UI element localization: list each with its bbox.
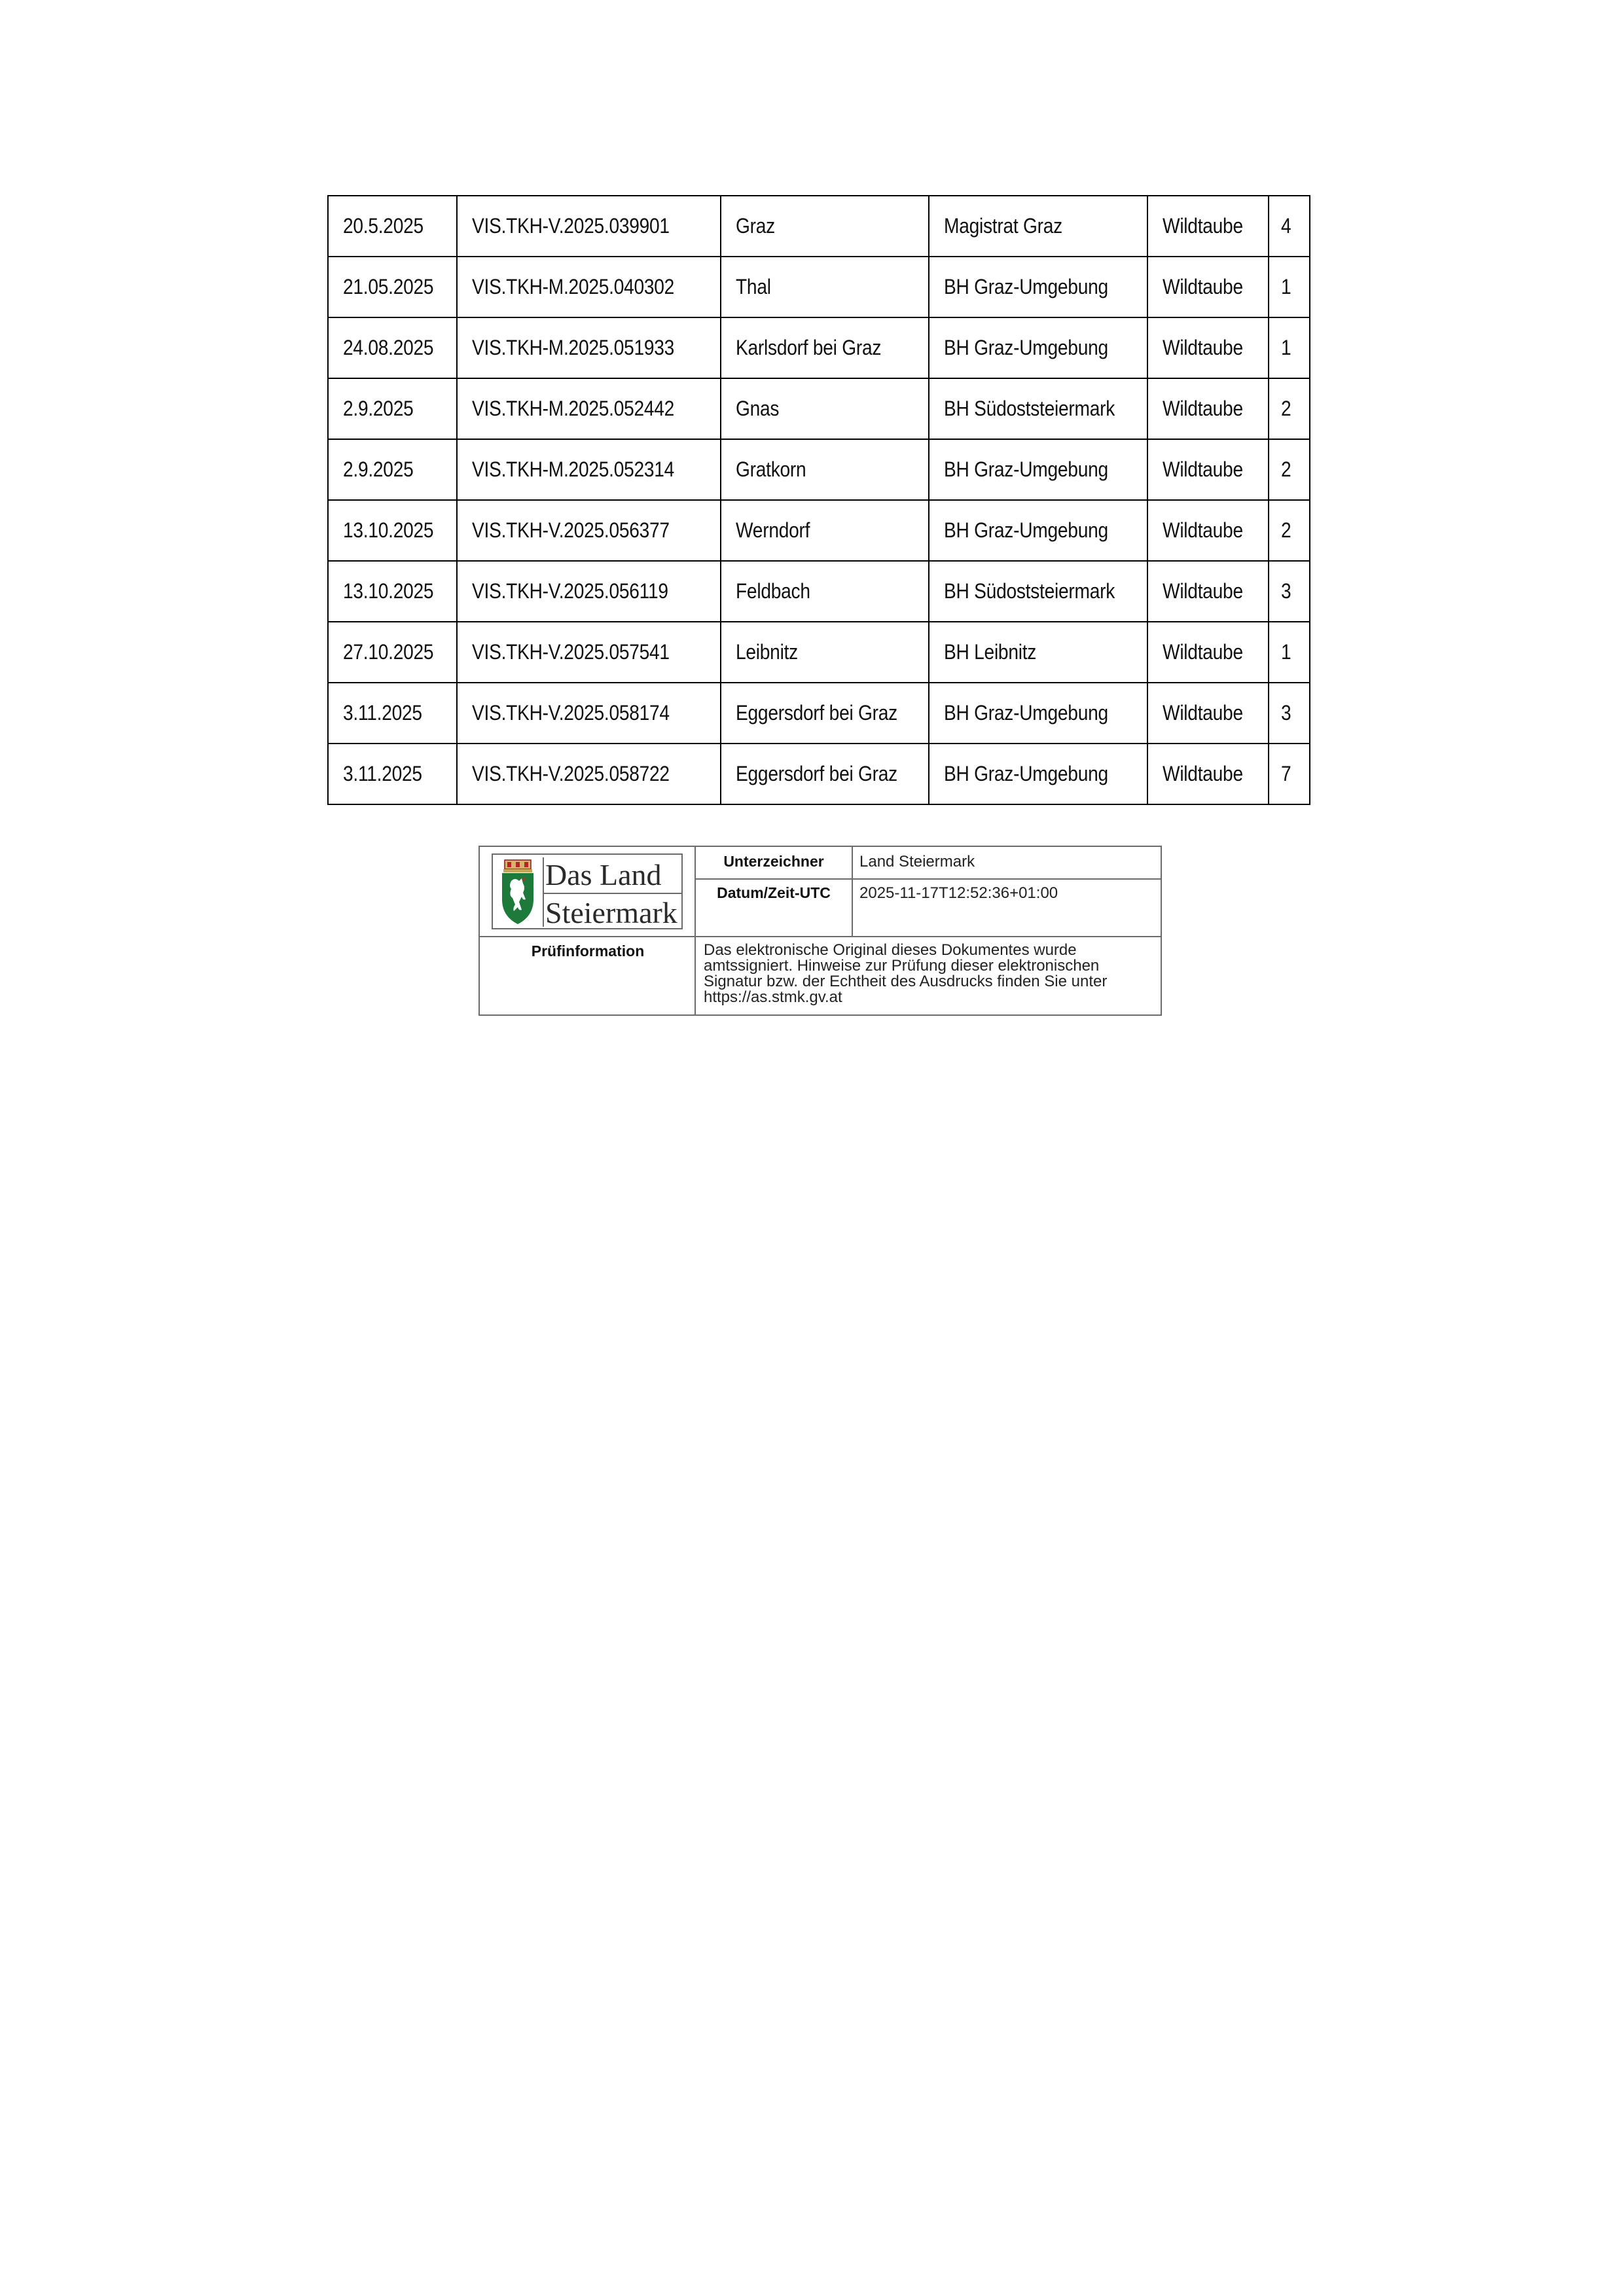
count-cell xyxy=(1269,257,1310,317)
location-cell xyxy=(721,561,929,622)
date-cell xyxy=(328,500,457,561)
table-row xyxy=(328,500,1310,561)
date-cell xyxy=(328,196,457,257)
reference-cell xyxy=(457,561,721,622)
authority-cell xyxy=(929,439,1147,500)
date-cell-text: 21.05.2025 xyxy=(343,275,434,298)
location-cell xyxy=(721,317,929,378)
count-cell-text: 3 xyxy=(1281,579,1291,603)
reference-cell xyxy=(457,257,721,317)
reference-cell xyxy=(457,622,721,683)
reference-cell xyxy=(457,439,721,500)
location-cell-text: Gnas xyxy=(736,397,780,420)
authority-cell xyxy=(929,196,1147,257)
location-cell xyxy=(721,196,929,257)
count-cell xyxy=(1269,500,1310,561)
reference-cell-text: VIS.TKH-V.2025.058722 xyxy=(472,762,670,785)
verification-line: Das elektronische Original dieses Dokumentes wurde xyxy=(704,941,1077,959)
location-cell-text: Eggersdorf bei Graz xyxy=(736,701,897,725)
count-cell-text: 1 xyxy=(1281,275,1291,298)
reference-cell xyxy=(457,317,721,378)
count-cell xyxy=(1269,378,1310,439)
authority-cell xyxy=(929,257,1147,317)
authority-cell xyxy=(929,378,1147,439)
date-cell-text: 2.9.2025 xyxy=(343,397,414,420)
table-row xyxy=(328,257,1310,317)
species-cell xyxy=(1147,622,1269,683)
logo-divider-vertical xyxy=(543,857,544,927)
reference-cell-text: VIS.TKH-V.2025.058174 xyxy=(472,701,670,725)
date-cell xyxy=(328,622,457,683)
location-cell-text: Feldbach xyxy=(736,579,810,603)
grid-line xyxy=(852,847,853,937)
verification-label: Prüfinformation xyxy=(531,942,645,960)
reference-cell-text: VIS.TKH-M.2025.052442 xyxy=(472,397,675,420)
date-cell-text: 27.10.2025 xyxy=(343,640,434,664)
signer-label: Unterzeichner xyxy=(723,853,824,870)
species-cell-text: Wildtaube xyxy=(1163,275,1243,298)
table-row xyxy=(328,683,1310,744)
date-cell-text: 3.11.2025 xyxy=(343,701,422,725)
species-cell xyxy=(1147,561,1269,622)
reference-cell xyxy=(457,378,721,439)
authority-cell-text: BH Graz-Umgebung xyxy=(944,275,1108,298)
logo-text-steiermark: Steiermark xyxy=(545,896,677,929)
location-cell xyxy=(721,257,929,317)
count-cell xyxy=(1269,196,1310,257)
count-cell-text: 2 xyxy=(1281,518,1291,542)
species-cell-text: Wildtaube xyxy=(1163,214,1243,238)
reference-cell-text: VIS.TKH-V.2025.039901 xyxy=(472,214,670,238)
reference-cell-text: VIS.TKH-V.2025.056377 xyxy=(472,518,670,542)
count-cell-text: 1 xyxy=(1281,336,1291,359)
reference-cell xyxy=(457,196,721,257)
authority-cell-text: BH Graz-Umgebung xyxy=(944,762,1108,785)
date-cell-text: 24.08.2025 xyxy=(343,336,434,359)
count-cell xyxy=(1269,561,1310,622)
species-cell-text: Wildtaube xyxy=(1163,701,1243,725)
signature-block xyxy=(478,846,1162,1016)
logo-text-das-land: Das Land xyxy=(545,858,662,891)
table-row xyxy=(328,622,1310,683)
reference-cell xyxy=(457,683,721,744)
location-cell-text: Eggersdorf bei Graz xyxy=(736,762,897,785)
location-cell xyxy=(721,744,929,804)
reference-cell-text: VIS.TKH-M.2025.040302 xyxy=(472,275,675,298)
date-cell-text: 13.10.2025 xyxy=(343,579,434,603)
authority-cell xyxy=(929,500,1147,561)
cases-table xyxy=(327,195,1310,805)
authority-cell-text: BH Südoststeiermark xyxy=(944,397,1115,420)
species-cell-text: Wildtaube xyxy=(1163,640,1243,664)
location-cell xyxy=(721,439,929,500)
species-cell xyxy=(1147,257,1269,317)
table-row xyxy=(328,439,1310,500)
location-cell-text: Gratkorn xyxy=(736,457,806,481)
authority-cell-text: BH Graz-Umgebung xyxy=(944,518,1108,542)
count-cell xyxy=(1269,622,1310,683)
reference-cell-text: VIS.TKH-M.2025.052314 xyxy=(472,457,675,481)
count-cell-text: 3 xyxy=(1281,701,1291,725)
authority-cell-text: BH Graz-Umgebung xyxy=(944,336,1108,359)
count-cell-text: 2 xyxy=(1281,397,1291,420)
logo-cell xyxy=(480,847,696,937)
species-cell-text: Wildtaube xyxy=(1163,762,1243,785)
count-cell xyxy=(1269,439,1310,500)
date-cell-text: 2.9.2025 xyxy=(343,457,414,481)
location-cell-text: Thal xyxy=(736,275,771,298)
authority-cell-text: BH Graz-Umgebung xyxy=(944,457,1108,481)
count-cell xyxy=(1269,317,1310,378)
datetime-value: 2025-11-17T12:52:36+01:00 xyxy=(859,884,1058,902)
species-cell xyxy=(1147,500,1269,561)
table-row xyxy=(328,744,1310,804)
species-cell xyxy=(1147,378,1269,439)
location-cell xyxy=(721,500,929,561)
grid-line xyxy=(696,878,1162,880)
reference-cell-text: VIS.TKH-V.2025.057541 xyxy=(472,640,670,664)
location-cell xyxy=(721,683,929,744)
date-cell xyxy=(328,439,457,500)
count-cell xyxy=(1269,683,1310,744)
land-steiermark-logo xyxy=(492,853,683,929)
logo-divider xyxy=(543,893,681,894)
table-row xyxy=(328,196,1310,257)
table-row xyxy=(328,561,1310,622)
authority-cell-text: BH Graz-Umgebung xyxy=(944,701,1108,725)
table-row xyxy=(328,317,1310,378)
authority-cell-text: Magistrat Graz xyxy=(944,214,1062,238)
location-cell xyxy=(721,378,929,439)
location-cell-text: Graz xyxy=(736,214,775,238)
table-row xyxy=(328,378,1310,439)
date-cell-text: 20.5.2025 xyxy=(343,214,424,238)
reference-cell-text: VIS.TKH-V.2025.056119 xyxy=(472,579,668,603)
species-cell xyxy=(1147,196,1269,257)
authority-cell xyxy=(929,744,1147,804)
reference-cell xyxy=(457,744,721,804)
reference-cell xyxy=(457,500,721,561)
species-cell-text: Wildtaube xyxy=(1163,579,1243,603)
species-cell-text: Wildtaube xyxy=(1163,518,1243,542)
styrian-panther-crest-icon xyxy=(499,859,536,925)
date-cell xyxy=(328,561,457,622)
date-cell xyxy=(328,257,457,317)
count-cell xyxy=(1269,744,1310,804)
location-cell-text: Werndorf xyxy=(736,518,810,542)
authority-cell xyxy=(929,561,1147,622)
authority-cell-text: BH Leibnitz xyxy=(944,640,1037,664)
date-cell xyxy=(328,683,457,744)
authority-cell xyxy=(929,317,1147,378)
verification-line: Signatur bzw. der Echtheit des Ausdrucks finden Sie unter xyxy=(704,973,1108,990)
authority-cell xyxy=(929,622,1147,683)
authority-cell-text: BH Südoststeiermark xyxy=(944,579,1115,603)
verification-text xyxy=(704,942,1155,1005)
datetime-label: Datum/Zeit-UTC xyxy=(717,884,831,901)
count-cell-text: 7 xyxy=(1281,762,1291,785)
reference-cell-text: VIS.TKH-M.2025.051933 xyxy=(472,336,675,359)
species-cell-text: Wildtaube xyxy=(1163,336,1243,359)
date-cell xyxy=(328,317,457,378)
authority-cell xyxy=(929,683,1147,744)
species-cell xyxy=(1147,744,1269,804)
verification-link[interactable]: https://as.stmk.gv.at xyxy=(704,988,842,1006)
location-cell-text: Leibnitz xyxy=(736,640,798,664)
date-cell-text: 13.10.2025 xyxy=(343,518,434,542)
species-cell xyxy=(1147,683,1269,744)
location-cell-text: Karlsdorf bei Graz xyxy=(736,336,882,359)
count-cell-text: 2 xyxy=(1281,457,1291,481)
count-cell-text: 4 xyxy=(1281,214,1291,238)
count-cell-text: 1 xyxy=(1281,640,1291,664)
date-cell xyxy=(328,378,457,439)
grid-line xyxy=(696,936,1162,937)
species-cell xyxy=(1147,317,1269,378)
date-cell-text: 3.11.2025 xyxy=(343,762,422,785)
cases-table-body xyxy=(328,196,1310,804)
species-cell-text: Wildtaube xyxy=(1163,397,1243,420)
species-cell-text: Wildtaube xyxy=(1163,457,1243,481)
date-cell xyxy=(328,744,457,804)
location-cell xyxy=(721,622,929,683)
species-cell xyxy=(1147,439,1269,500)
signer-value: Land Steiermark xyxy=(859,853,975,870)
verification-line: amtssigniert. Hinweise zur Prüfung dieser elektronischen xyxy=(704,957,1100,975)
